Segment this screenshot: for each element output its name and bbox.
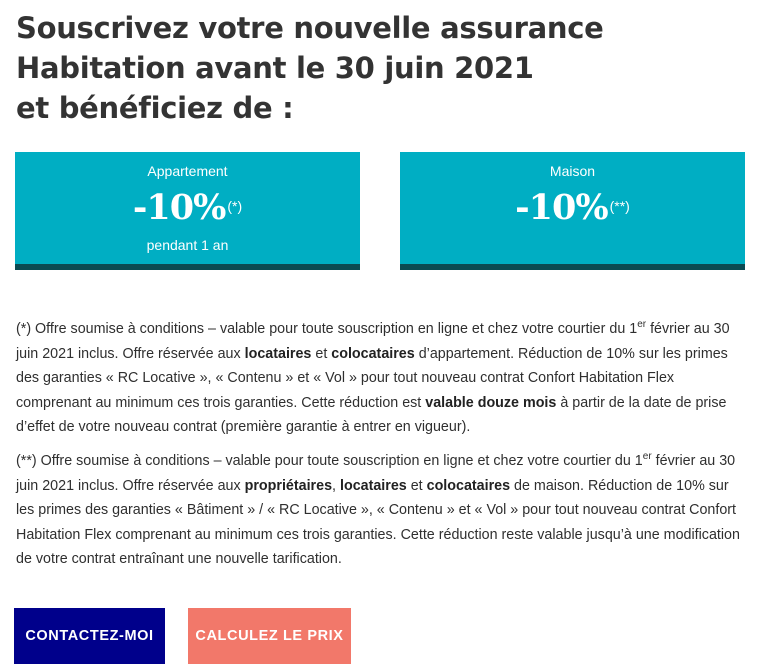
note-text: de maison. Réduction de 10% sur les primes des garanties « Bâtiment » / « RC Locative », « Contenu » et « Vol » pour tout nouveau contrat Confort Habitation Flex comprenant au minimum ces trois garanties. Cette réduction reste valable jusqu’à une modification de votre contrat entraînant une nouvelle tarification.	[16, 477, 740, 567]
note-emphasis: colocataires	[426, 477, 511, 494]
note-text: février au 30 juin 2021 inclus. Offre réservée aux	[16, 321, 730, 362]
note-emphasis: propriétaires	[244, 477, 333, 494]
footnote-marker: (**)	[609, 198, 630, 214]
offer-discount	[15, 186, 360, 230]
discount-value: -10%	[132, 187, 226, 228]
offer-label: Maison	[549, 163, 596, 179]
offer-card-appartement	[15, 152, 360, 270]
note-emphasis: locataires	[339, 477, 407, 494]
offer-duration: pendant 1 an	[146, 237, 229, 253]
note-text: et	[406, 477, 427, 494]
headline-line-2: Habitation avant le 30 juin 2021	[16, 51, 534, 85]
contact-me-button[interactable]: CONTACTEZ-MOI	[14, 608, 165, 664]
footnote-maison	[16, 449, 744, 572]
note-text: février au 30 juin 2021 inclus. Offre réservée aux	[16, 453, 736, 494]
calculate-price-button[interactable]: CALCULEZ LE PRIX	[188, 608, 351, 664]
note-emphasis: valable douze mois	[425, 394, 557, 411]
note-superscript: er	[637, 319, 647, 331]
discount-value: -10%	[515, 187, 608, 228]
page-title	[16, 8, 756, 128]
note-superscript: er	[642, 451, 652, 463]
note-text: (*) Offre soumise à conditions – valable pour toute souscription en ligne et chez votre courtier du 1	[16, 321, 638, 337]
offer-card-maison	[400, 152, 745, 270]
note-text: à partir de la date de prise d’effet de votre nouveau contrat (première garantie à entrer en vigueur).	[16, 394, 727, 435]
headline-line-1: Souscrivez votre nouvelle assurance	[16, 11, 604, 45]
note-text: d’appartement. Réduction de 10% sur les primes des garanties « RC Locative », « Contenu » et « Vol » pour tout nouveau contrat Confort Habitation Flex comprenant au minimum ces trois garanties. Cette réduction est	[16, 345, 728, 411]
headline-line-3: et bénéficiez de :	[16, 91, 294, 125]
note-emphasis: locataires	[244, 345, 312, 362]
footnote-marker: (*)	[227, 198, 243, 214]
offer-label: Appartement	[147, 163, 228, 179]
offer-discount	[400, 186, 745, 230]
footnote-appartement	[16, 317, 744, 440]
note-text: et	[311, 345, 332, 362]
note-text: ,	[332, 477, 340, 494]
note-text: (**) Offre soumise à conditions – valable pour toute souscription en ligne et chez votre courtier du 1	[16, 453, 643, 469]
note-emphasis: colocataires	[331, 345, 415, 362]
